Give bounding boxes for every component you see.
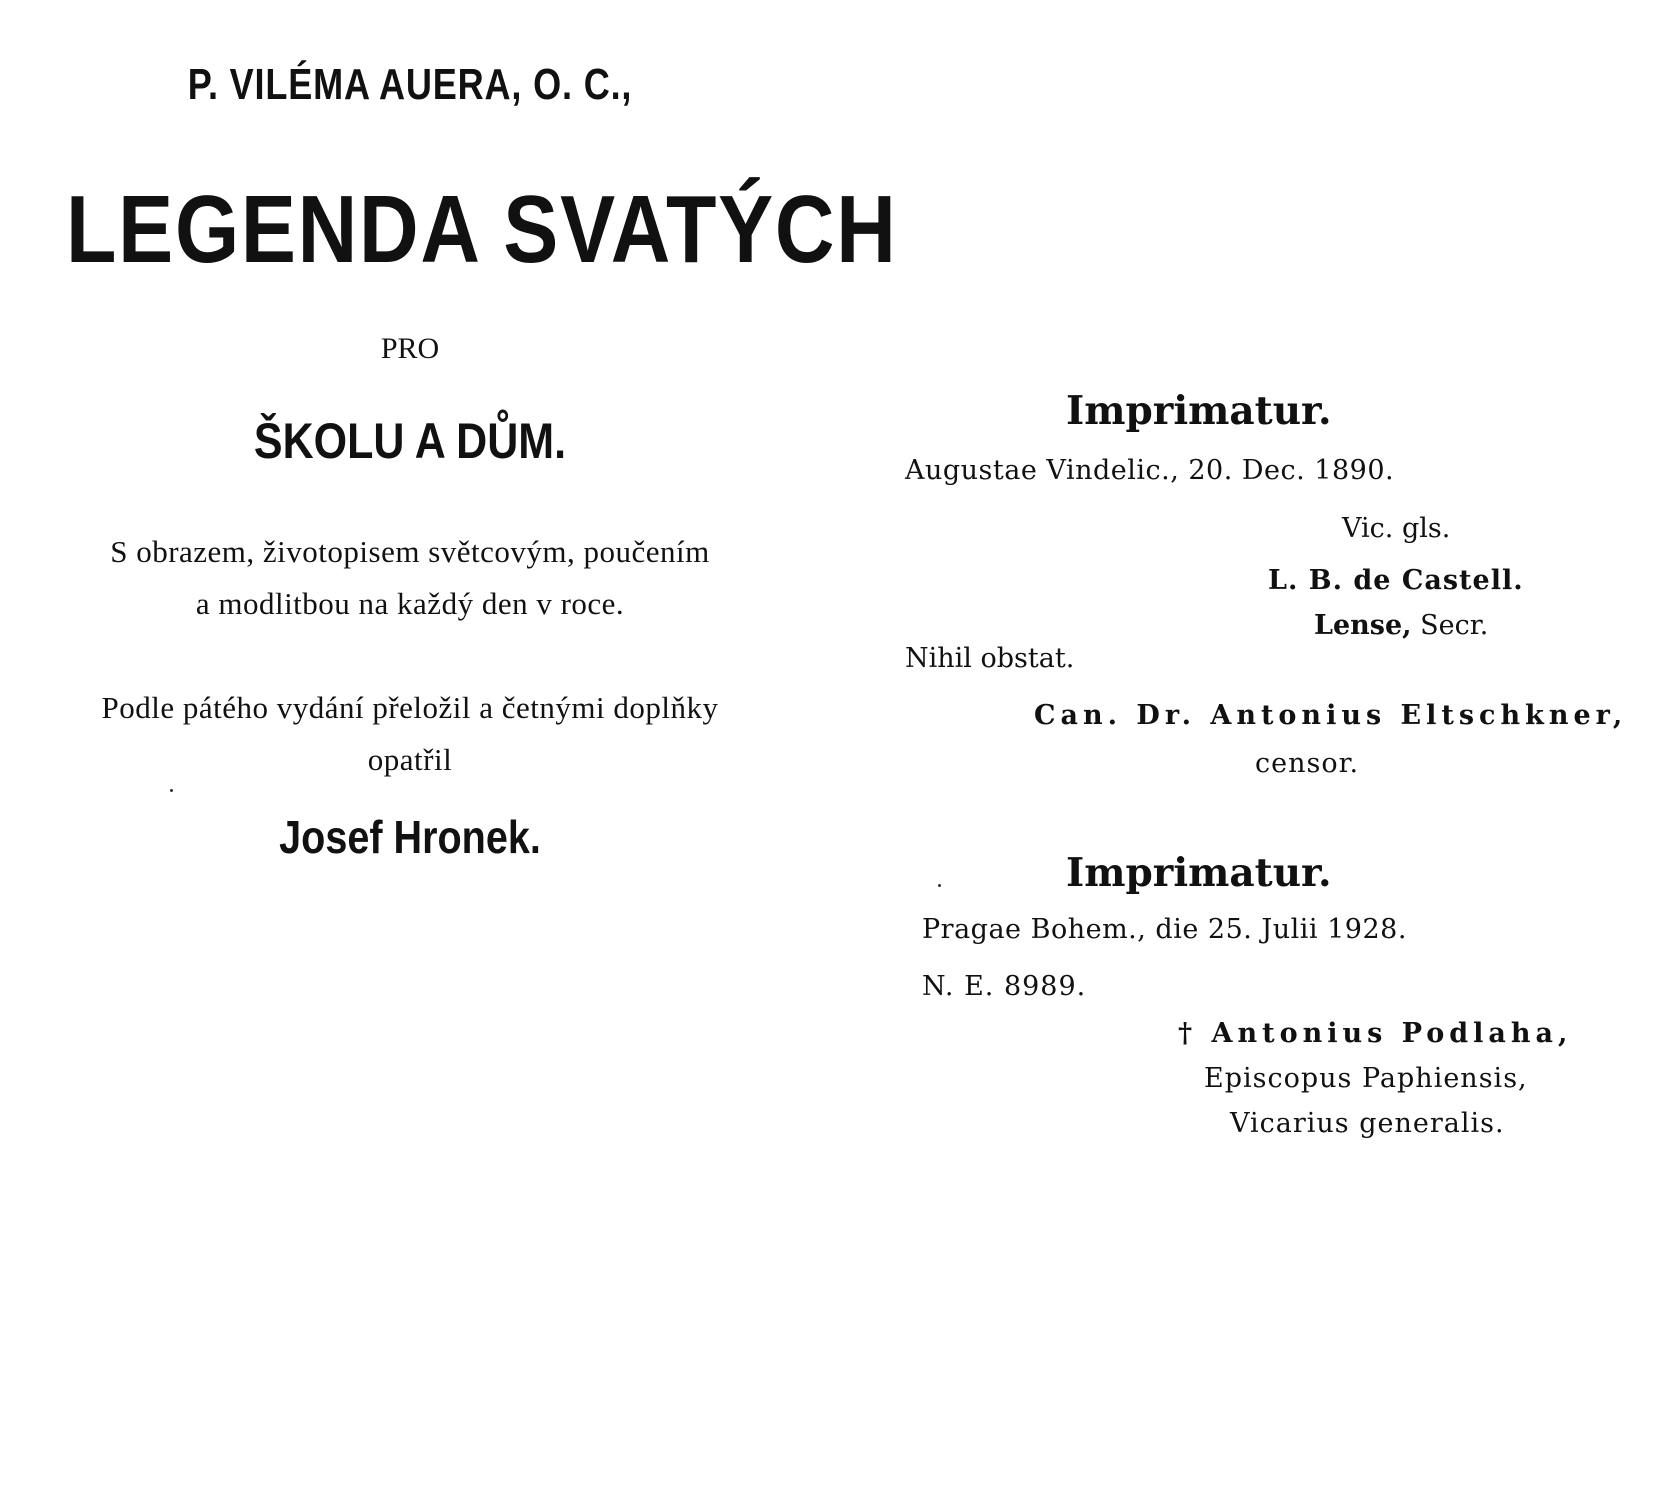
augsburg-date-line: Augustae Vindelic., 20. Dec. 1890. — [905, 455, 1395, 486]
book-title: LEGENDA SVATÝCH — [66, 176, 898, 283]
prague-date-line: Pragae Bohem., die 25. Julii 1928. — [922, 914, 1407, 945]
author-line: P. VILÉMA AUERA, O. C., — [187, 60, 633, 109]
imprimatur-heading-2: Imprimatur. — [1066, 850, 1332, 896]
pro-label: PRO — [380, 332, 440, 365]
translation-line-2: opatřil — [367, 742, 453, 777]
secretary-title: Secr. — [1420, 610, 1489, 641]
print-speck — [170, 789, 173, 792]
book-subtitle: ŠKOLU A DŮM. — [253, 413, 567, 469]
nihil-obstat-label: Nihil obstat. — [905, 643, 1075, 674]
imprimatur-heading-1: Imprimatur. — [1066, 388, 1332, 434]
secretary-name: Lense, — [1314, 610, 1412, 641]
censor-title: censor. — [1255, 748, 1360, 779]
bishop-signature: † Antonius Podlaha, — [1178, 1018, 1573, 1049]
reference-number: N. E. 8989. — [922, 971, 1087, 1002]
bishop-title-line-2: Vicarius generalis. — [1230, 1108, 1505, 1139]
print-speck — [938, 884, 941, 887]
description-line-2: a modlitbou na každý den v roce. — [195, 586, 625, 621]
secretary-line — [1314, 610, 1488, 641]
translation-line-1: Podle pátého vydání přeložil a četnými doplňky — [101, 690, 719, 725]
castell-signature: L. B. de Castell. — [1268, 565, 1524, 596]
vicar-general-abbrev: Vic. gls. — [1342, 513, 1451, 544]
description-line-1: S obrazem, životopisem světcovým, poučením — [110, 534, 710, 569]
translator-name: Josef Hronek. — [279, 811, 541, 863]
bishop-title-line-1: Episcopus Paphiensis, — [1204, 1063, 1528, 1094]
censor-signature: Can. Dr. Antonius Eltschkner, — [1034, 700, 1628, 731]
